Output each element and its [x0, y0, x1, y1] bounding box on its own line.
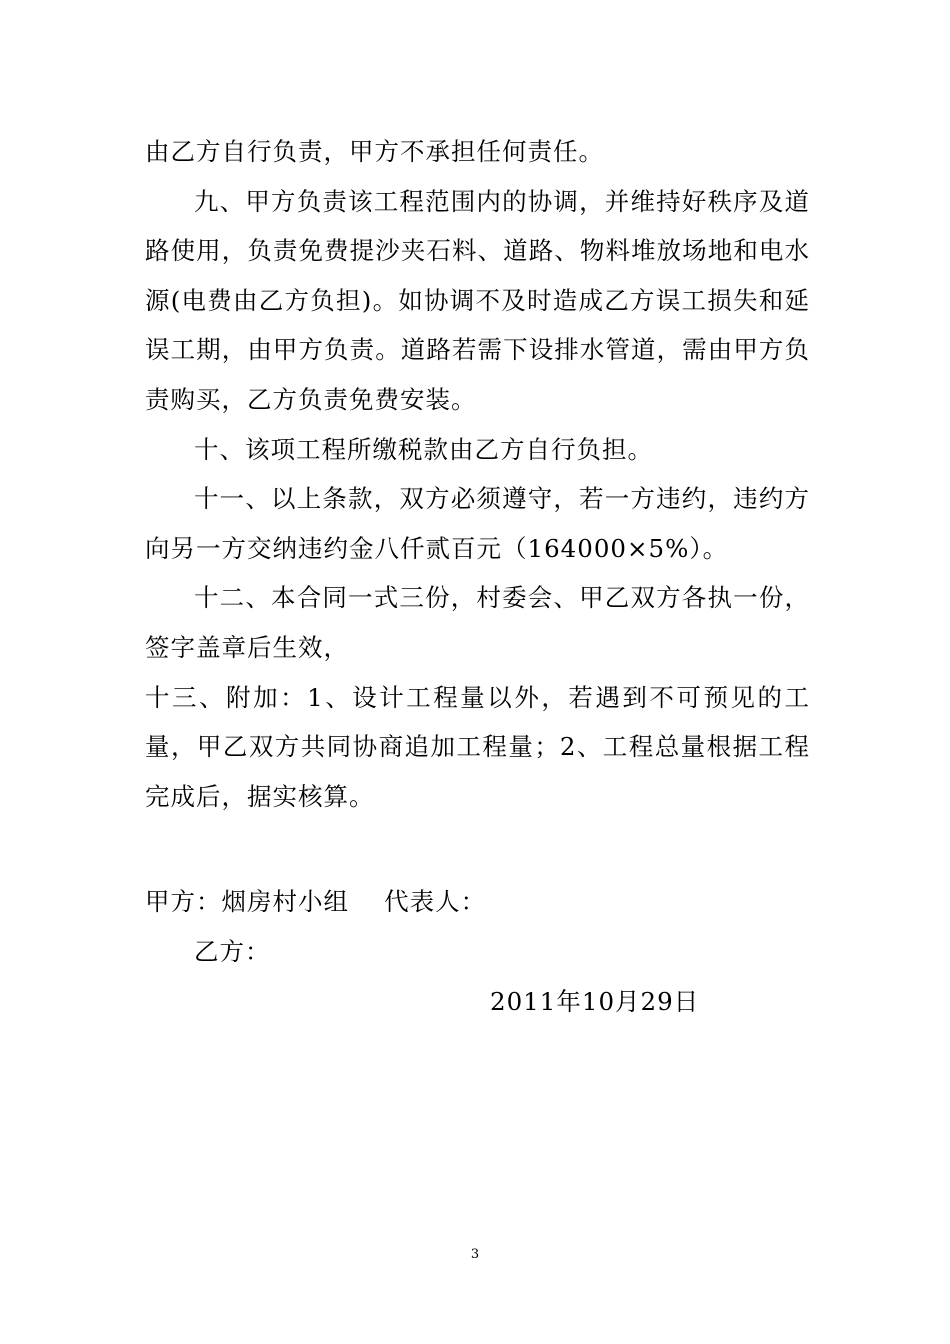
paragraph-clause-10: 十、该项工程所缴税款由乙方自行负担。 [194, 434, 653, 464]
paragraph-continuation: 由乙方自行负责，甲方不承担任何责任。 [145, 137, 604, 166]
signing-date: 2011年10月29日 [490, 987, 700, 1016]
paragraph-clause-11: 十一、以上条款，双方必须遵守，若一方违约，违约方向另一方交纳违约金八仟贰百元（164000×5%）。 [145, 484, 810, 563]
page-number: 3 [470, 1247, 480, 1262]
paragraph-clause-12: 十二、本合同一式三份，村委会、甲乙双方各执一份，签字盖章后生效， [145, 583, 810, 662]
paragraph-clause-9: 九、甲方负责该工程范围内的协调，并维持好秩序及道路使用，负责免费提沙夹石料、道路、物料堆放场地和电水源(电费由乙方负担)。如协调不及时造成乙方误工损失和延误工期，由甲方负责。道路若需下设排水管道，需由甲方负责购买，乙方负责免费安装。 [145, 186, 810, 414]
paragraph-clause-13: 十三、附加：1、设计工程量以外，若遇到不可预见的工量，甲乙双方共同协商追加工程量；2、工程总量根据工程完成后，据实核算。 [145, 682, 810, 811]
contract-body [145, 127, 810, 821]
signature-party-b: 乙方： [194, 937, 271, 966]
signature-party-a: 甲方：烟房村小组 代表人： [145, 887, 487, 916]
